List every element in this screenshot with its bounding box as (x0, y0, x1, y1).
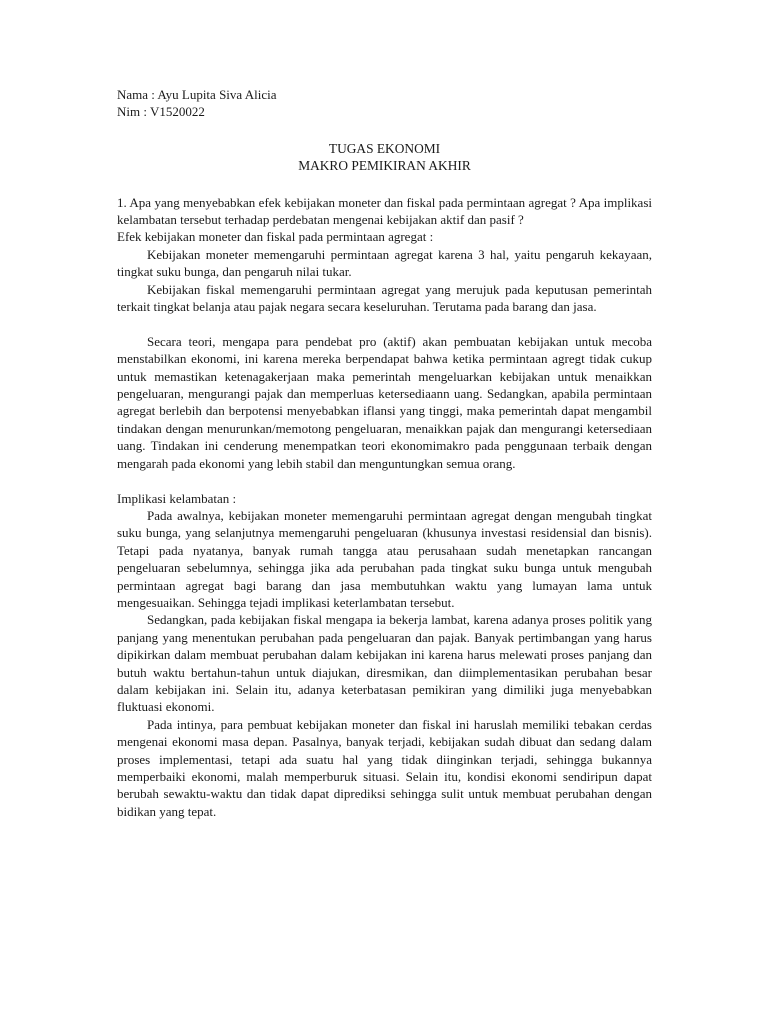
title-line-1: TUGAS EKONOMI (328, 140, 441, 156)
section2-paragraph: Secara teori, mengapa para pendebat pro (aktif) akan pembuatan kebijakan untuk mecoba menstabilkan ekonomi, ini karena mereka berpendapat bahwa ketika permintaan agregt tidak cukup untuk memastikan ketenagakerjaan maka pemerintah mengeluarkan kebijakan untuk menaikkan pengeluaran, mengurangi pajak dan memperluas ketersediaann uang. Sedangkan, apabila permintaan agregat berlebih dan berpotensi menyebabkan iflansi yang tinggi, maka pemerintah dapat mengambil tindakan dengan menurunkan/memotong pengeluaran, menaikkan pajak dan mengurangi ketersediaan uang. Tindakan ini cenderung menempatkan teori ekonomimakro pada penggunaan terbaik dengan mengarah pada ekonomi yang lebih stabil dan menguntungkan semua orang. (117, 333, 652, 471)
section3-paragraph: Pada intinya, para pembuat kebijakan moneter dan fiskal ini haruslah memiliki tebakan cerdas mengenai ekonomi masa depan. Pasalnya, banyak terjadi, kebijakan sudah dibuat dan sedang dalam proses implementasi, tetapi ada suatu hal yang tidak diinginkan terjadi, sehingga bukannya memperbaiki ekonomi, malah memperburuk situasi. Selain itu, kondisi ekonomi sendiripun dapat berubah sewaktu-waktu dan tidak dapat diprediksi sehingga sulit untuk membuat perubahan dengan bidikan yang tepat. (117, 716, 652, 819)
student-name: Nama : Ayu Lupita Siva Alicia (117, 87, 277, 102)
student-nim: Nim : V1520022 (117, 104, 205, 120)
section1-heading: Efek kebijakan moneter dan fiskal pada permintaan agregat : (117, 229, 434, 245)
paragraph-gap (117, 472, 652, 489)
paragraph-gap (117, 315, 652, 332)
section3-paragraph: Pada awalnya, kebijakan moneter memengaruhi permintaan agregat dengan mengubah tingkat suku bunga, yang selanjutnya memengaruhi pengeluaran (khusunya investasi residensial dan bisnis). Tetapi pada nyatanya, banyak rumah tangga atau perusahaan sudah menetapkan rancangan pengeluaran sebelumnya, sehingga jika ada perubahan pada tingkat suku bunga untuk mengubah permintaan agregat bagi barang dan jasa membutuhkan waktu yang lumayan lama untuk mengesuaikan. Sehingga tejadi implikasi keterlambatan tersebut. (117, 507, 652, 610)
document-title (117, 140, 652, 175)
document-page (117, 86, 652, 820)
section1-paragraph: Kebijakan moneter memengaruhi permintaan agregat karena 3 hal, yaitu pengaruh kekayaan, tingkat suku bunga, dan pengaruh nilai tukar. (117, 246, 652, 280)
section1-paragraph: Kebijakan fiskal memengaruhi permintaan agregat yang merujuk pada keputusan pemerintah terkait tingkat belanja atau pajak negara secara keseluruhan. Terutama pada barang dan jasa. (117, 281, 652, 315)
section3-heading: Implikasi kelambatan : (117, 490, 237, 506)
question-text: 1. Apa yang menyebabkan efek kebijakan moneter dan fiskal pada permintaan agregat ? Apa implikasi kelambatan tersebut terhadap perdebatan mengenai kebijakan aktif dan pasif ? (117, 194, 652, 228)
title-line-2: MAKRO PEMIKIRAN AKHIR (298, 158, 471, 174)
section3-paragraph: Sedangkan, pada kebijakan fiskal mengapa ia bekerja lambat, karena adanya proses politik yang panjang yang menentukan perubahan pada pengeluaran dan pajak. Banyak pertimbangan yang harus dipikirkan dalam membuat perubahan dalam kebijakan ini karena harus melewati proses panjang dan butuh waktu bertahun-tahun untuk diajukan, diresmikan, dan diimplementasikan perubahan besar dalam kebijakan ini. Selain itu, adanya keterbatasan pemikiran yang dimiliki juga menyebabkan fluktuasi ekonomi. (117, 612, 652, 715)
